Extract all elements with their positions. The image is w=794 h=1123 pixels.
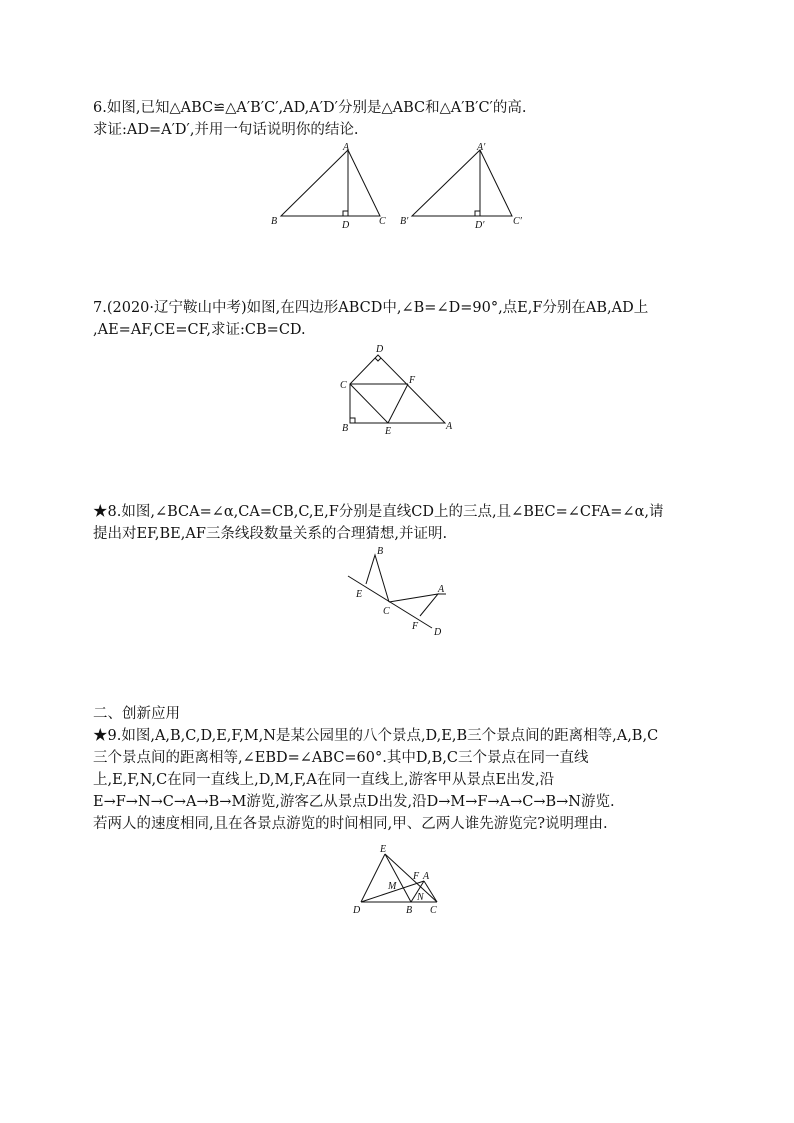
right-angle-mark-d <box>375 358 381 361</box>
q8-figure <box>340 543 460 643</box>
q8-line-2: 提出对EF,BE,AF三条线段数量关系的合理猜想,并证明. <box>93 526 448 542</box>
q9-line-3: 上,E,F,N,C在同一直线上,D,M,F,A在同一直线上,游客甲从景点E出发,沿 <box>93 772 555 788</box>
right-angle-mark <box>343 211 348 216</box>
label-m: M <box>388 881 397 892</box>
label-b: B <box>377 546 384 557</box>
triangle-a-prime-b-prime-c-prime <box>412 150 512 216</box>
label-d-prime: D′ <box>475 220 485 231</box>
q7-line-1: 7.(2020·辽宁鞍山中考)如图,在四边形ABCD中,∠B=∠D=90°,点E,F分别在AB,AD上 <box>93 300 649 316</box>
question-8 <box>93 501 703 545</box>
right-angle-mark-b <box>350 418 355 423</box>
right-angle-mark <box>475 211 480 216</box>
segment-ce <box>350 384 388 423</box>
label-f: F <box>412 621 419 632</box>
question-6 <box>93 97 703 141</box>
question-9 <box>93 725 703 835</box>
label-d: D <box>434 627 442 638</box>
label-a: A <box>343 142 350 153</box>
label-b: B <box>271 216 278 227</box>
label-c: C <box>340 380 347 391</box>
label-n: N <box>417 892 424 903</box>
label-d: D <box>342 220 350 231</box>
line-ec <box>385 854 437 902</box>
q8-line-1: ★8.如图,∠BCA=∠α,CA=CB,C,E,F分别是直线CD上的三点,且∠BEC=∠CFA=∠α,请 <box>93 504 664 520</box>
quadrilateral-abcd <box>350 355 445 423</box>
label-c: C <box>430 905 437 916</box>
section-heading: 二、创新应用 <box>93 706 180 722</box>
q9-figure <box>345 840 455 925</box>
q9-line-4: E→F→N→C→A→B→M游览,游客乙从景点D出发,沿D→M→F→A→C→B→N游览. <box>93 794 615 810</box>
label-f: F <box>413 871 420 882</box>
q7-figure-quadrilateral <box>335 340 465 440</box>
segments-e-b-c <box>366 555 389 602</box>
label-c-prime: C′ <box>513 216 522 227</box>
triangle-abc <box>281 150 380 216</box>
label-c: C <box>383 606 390 617</box>
q9-line-1: ★9.如图,A,B,C,D,E,F,M,N是某公园里的八个景点,D,E,B三个景点间的距离相等,A,B,C <box>93 728 659 744</box>
q6-line-2: 求证:AD=A′D′,并用一句话说明你的结论. <box>93 122 359 138</box>
label-e: E <box>385 426 392 437</box>
segment-ef <box>388 384 408 423</box>
label-e: E <box>380 844 387 855</box>
q7-line-2: ,AE=AF,CE=CF,求证:CB=CD. <box>93 322 306 338</box>
label-a: A <box>438 584 445 595</box>
label-b-prime: B′ <box>400 216 409 227</box>
label-e: E <box>356 589 363 600</box>
q6-figure-triangle-abc <box>265 143 395 233</box>
label-c: C <box>379 216 386 227</box>
question-7 <box>93 297 703 341</box>
label-f: F <box>409 375 416 386</box>
q6-line-1: 6.如图,已知△ABC≌△A′B′C′,AD,A′D′分别是△ABC和△A′B′C′的高. <box>93 100 527 116</box>
label-d: D <box>376 344 384 355</box>
q9-line-2: 三个景点间的距离相等,∠EBD=∠ABC=60°.其中D,B,C三个景点在同一直线 <box>93 750 589 766</box>
label-a-prime: A′ <box>477 142 486 153</box>
label-a: A <box>423 871 430 882</box>
segment-eb <box>385 854 411 902</box>
q6-figure-triangle-a-prime <box>398 143 538 233</box>
segments-c-a-f <box>389 594 438 616</box>
label-b: B <box>406 905 413 916</box>
label-d: D <box>353 905 361 916</box>
label-b: B <box>342 423 349 434</box>
label-a: A <box>446 421 453 432</box>
q9-line-5: 若两人的速度相同,且在各景点游览的时间相同,甲、乙两人谁先游览完?说明理由. <box>93 816 608 832</box>
